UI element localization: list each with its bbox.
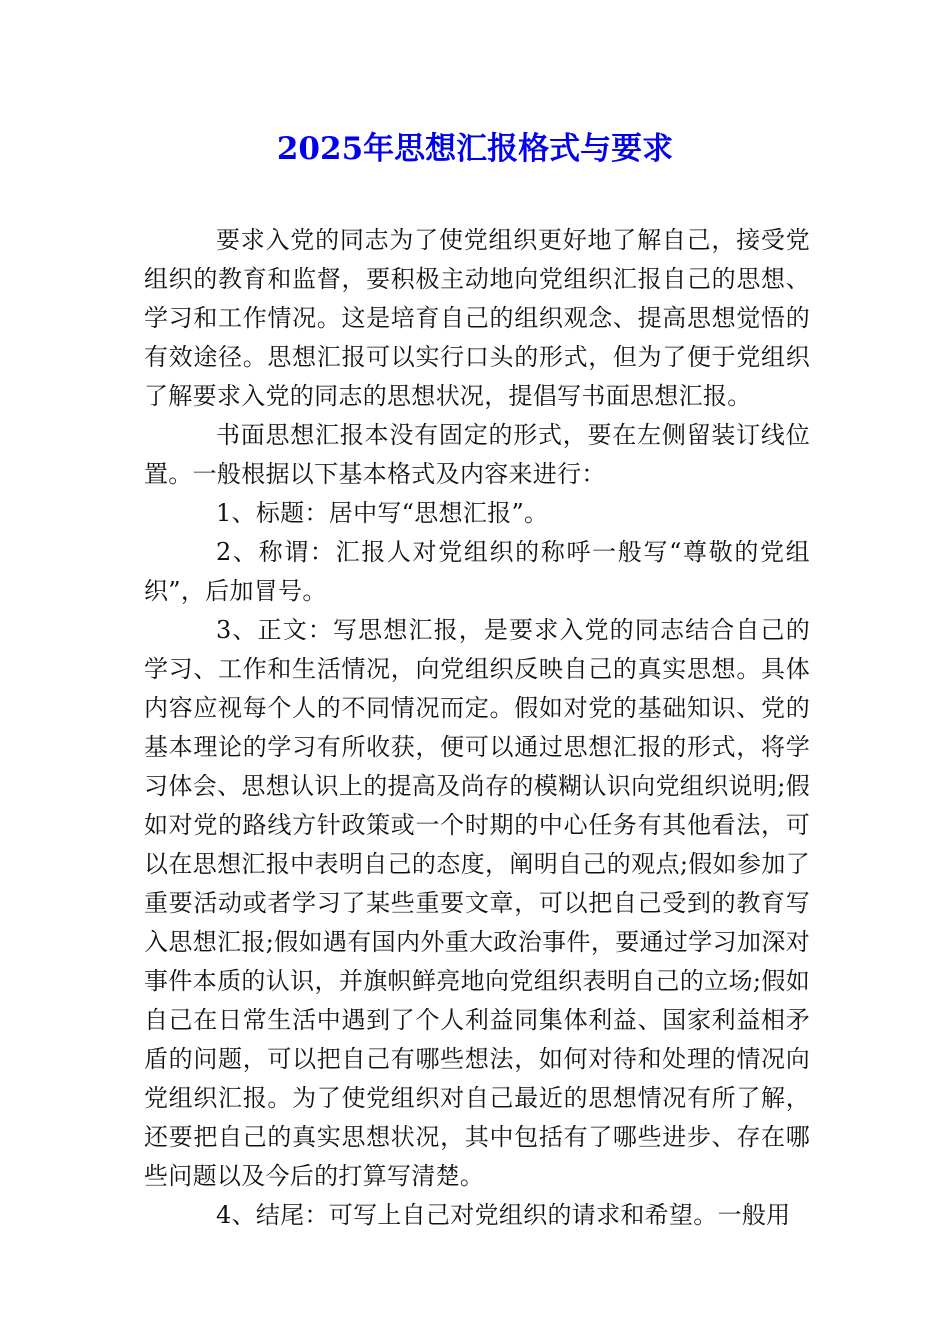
paragraph-item-body: 3、正文：写思想汇报，是要求入党的同志结合自己的学习、工作和生活情况，向党组织反映自己的真实思想。具体内容应视每个人的不同情况而定。假如对党的基础知识、党的基本理论的学习有所收获，便可以通过思想汇报的形式，将学习体会、思想认识上的提高及尚存的模糊认识向党组织说明;假如对党的路线方针政策或一个时期的中心任务有其他看法，可以在思想汇报中表明自己的态度，阐明自己的观点;假如参加了重要活动或者学习了某些重要文章，可以把自己受到的教育写入思想汇报;假如遇有国内外重大政治事件，要通过学习加深对事件本质的认识，并旗帜鲜亮地向党组织表明自己的立场;假如自己在日常生活中遇到了个人利益同集体利益、国家利益相矛盾的问题，可以把自己有哪些想法，如何对待和处理的情况向党组织汇报。为了使党组织对自己最近的思想情况有所了解，还要把自己的真实思想状况，其中包括有了哪些进步、存在哪些问题以及今后的打算写清楚。	[144, 616, 810, 1190]
document-title: 2025年思想汇报格式与要求	[276, 131, 674, 167]
paragraph-item-salutation: 2、称谓：汇报人对党组织的称呼一般写“尊敬的党组织”，后加冒号。	[144, 538, 810, 605]
paragraph-format-overview: 书面思想汇报本没有固定的形式，要在左侧留装订线位置。一般根据以下基本格式及内容来进行：	[144, 421, 810, 488]
paragraph-item-ending: 4、结尾：可写上自己对党组织的请求和希望。一般用	[216, 1201, 791, 1229]
document-body	[144, 221, 810, 1235]
paragraph-intro: 要求入党的同志为了使党组织更好地了解自己，接受党组织的教育和监督，要积极主动地向党组织汇报自己的思想、学习和工作情况。这是培育自己的组织观念、提高思想觉悟的有效途径。思想汇报可以实行口头的形式，但为了便于党组织了解要求入党的同志的思想状况，提倡写书面思想汇报。	[144, 226, 810, 410]
paragraph-item-title: 1、标题：居中写“思想汇报”。	[216, 499, 549, 527]
